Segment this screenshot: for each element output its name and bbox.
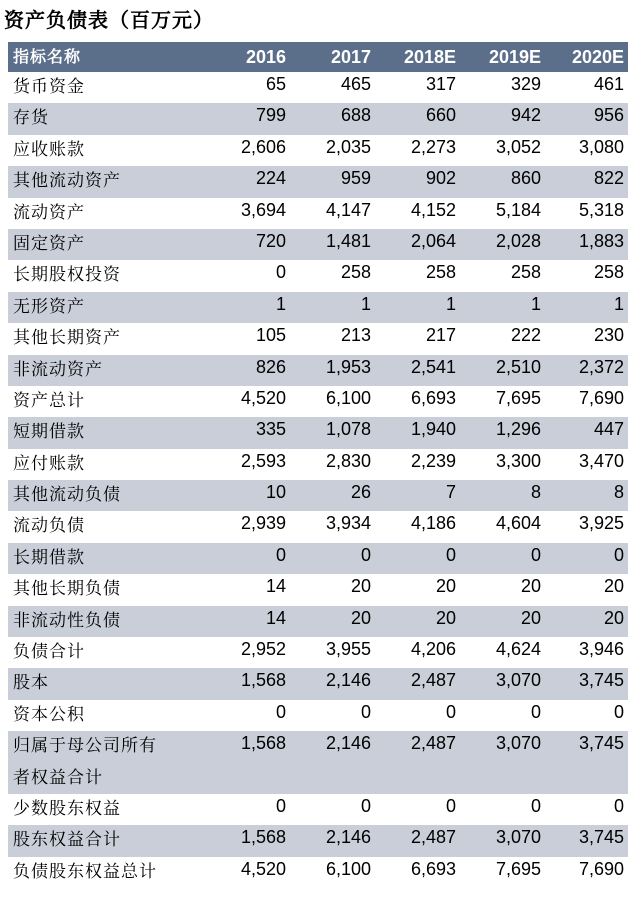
table-row xyxy=(8,637,628,668)
row-value: 942 xyxy=(510,105,541,126)
table-row xyxy=(8,355,628,386)
table-row xyxy=(8,417,628,448)
row-value: 0 xyxy=(530,544,541,565)
table-row xyxy=(8,292,628,323)
row-value: 7,690 xyxy=(578,858,624,879)
row-value: 222 xyxy=(510,325,541,346)
row-value: 20 xyxy=(603,576,624,597)
row-value: 4,604 xyxy=(495,513,541,534)
row-value: 688 xyxy=(340,105,371,126)
row-value: 3,934 xyxy=(325,513,371,534)
balance-sheet-table xyxy=(8,42,628,888)
row-value: 2,939 xyxy=(240,513,286,534)
row-value: 3,745 xyxy=(578,733,624,754)
table-row xyxy=(8,260,628,291)
row-value: 860 xyxy=(510,168,541,189)
row-label: 其他流动负债 xyxy=(13,485,121,506)
row-label: 存货 xyxy=(13,108,49,129)
row-value: 3,470 xyxy=(578,450,624,471)
row-label: 资本公积 xyxy=(13,704,85,725)
row-value: 1,883 xyxy=(578,230,624,251)
row-value: 7,695 xyxy=(495,858,541,879)
row-value: 7 xyxy=(445,482,456,503)
row-value: 258 xyxy=(593,262,624,283)
row-label: 短期借款 xyxy=(13,422,85,443)
row-value: 3,745 xyxy=(578,827,624,848)
row-value: 258 xyxy=(510,262,541,283)
row-value: 14 xyxy=(265,607,286,628)
row-value: 2,487 xyxy=(410,733,456,754)
row-value: 14 xyxy=(265,576,286,597)
row-value: 1 xyxy=(530,293,541,314)
row-value: 902 xyxy=(425,168,456,189)
row-value: 3,052 xyxy=(495,136,541,157)
row-value: 4,152 xyxy=(410,199,456,220)
table-row xyxy=(8,449,628,480)
row-label: 应付账款 xyxy=(13,453,85,474)
row-value: 2,035 xyxy=(325,136,371,157)
row-label: 非流动性负债 xyxy=(13,610,121,631)
table-row xyxy=(8,323,628,354)
row-value: 2,146 xyxy=(325,733,371,754)
row-value: 1,940 xyxy=(410,419,456,440)
row-value: 2,146 xyxy=(325,827,371,848)
row-value: 3,955 xyxy=(325,639,371,660)
row-value: 4,624 xyxy=(495,639,541,660)
row-value: 20 xyxy=(520,576,541,597)
row-value: 20 xyxy=(435,607,456,628)
row-value: 0 xyxy=(530,701,541,722)
table-row xyxy=(8,386,628,417)
row-label: 固定资产 xyxy=(13,233,85,254)
table-row xyxy=(8,731,628,794)
row-value: 1,953 xyxy=(325,356,371,377)
row-label: 长期股权投资 xyxy=(13,265,121,286)
row-value: 1,568 xyxy=(240,827,286,848)
table-title: 资产负债表（百万元） xyxy=(4,8,214,32)
row-value: 20 xyxy=(603,607,624,628)
row-value: 4,206 xyxy=(410,639,456,660)
row-label: 负债股东权益总计 xyxy=(13,861,157,882)
row-value: 10 xyxy=(265,482,286,503)
header-year: 2016 xyxy=(245,47,286,67)
header-year: 2018E xyxy=(403,47,456,67)
row-label: 股东权益合计 xyxy=(13,830,121,851)
row-label: 应收账款 xyxy=(13,139,85,160)
table-row xyxy=(8,166,628,197)
row-value: 2,487 xyxy=(410,670,456,691)
header-year: 2020E xyxy=(571,47,624,67)
row-value: 826 xyxy=(255,356,286,377)
row-value: 1,296 xyxy=(495,419,541,440)
row-value: 956 xyxy=(593,105,624,126)
table-row xyxy=(8,668,628,699)
row-value: 0 xyxy=(275,701,286,722)
table-body xyxy=(8,72,628,888)
row-value: 0 xyxy=(445,701,456,722)
row-value: 6,693 xyxy=(410,858,456,879)
row-value: 2,510 xyxy=(495,356,541,377)
row-label: 货币资金 xyxy=(13,77,85,97)
row-value: 20 xyxy=(350,607,371,628)
row-value: 6,100 xyxy=(325,858,371,879)
row-label: 股本 xyxy=(13,673,49,694)
table-row xyxy=(8,857,628,888)
row-value: 20 xyxy=(350,576,371,597)
row-value: 799 xyxy=(255,105,286,126)
row-value: 2,239 xyxy=(410,450,456,471)
row-value: 3,070 xyxy=(495,733,541,754)
row-value: 1,481 xyxy=(325,230,371,251)
row-value: 4,520 xyxy=(240,858,286,879)
row-value: 4,186 xyxy=(410,513,456,534)
table-row xyxy=(8,103,628,134)
row-value: 3,925 xyxy=(578,513,624,534)
row-value: 6,100 xyxy=(325,387,371,408)
header-label: 指标名称 xyxy=(13,47,82,67)
table-row xyxy=(8,825,628,856)
row-value: 1 xyxy=(360,293,371,314)
row-value: 0 xyxy=(613,701,624,722)
row-value: 3,080 xyxy=(578,136,624,157)
row-label: 负债合计 xyxy=(13,642,85,663)
table-row xyxy=(8,574,628,605)
row-value: 1,078 xyxy=(325,419,371,440)
table-row xyxy=(8,794,628,825)
row-value: 2,830 xyxy=(325,450,371,471)
row-value: 3,694 xyxy=(240,199,286,220)
row-value: 2,146 xyxy=(325,670,371,691)
row-value: 2,028 xyxy=(495,230,541,251)
row-value: 3,070 xyxy=(495,827,541,848)
table-row xyxy=(8,72,628,103)
row-label: 其他长期负债 xyxy=(13,579,121,600)
row-value: 4,520 xyxy=(240,387,286,408)
row-value: 3,070 xyxy=(495,670,541,691)
row-value: 2,487 xyxy=(410,827,456,848)
row-value: 2,372 xyxy=(578,356,624,377)
row-value: 7,690 xyxy=(578,387,624,408)
row-value: 0 xyxy=(360,544,371,565)
row-value: 3,300 xyxy=(495,450,541,471)
row-value: 8 xyxy=(530,482,541,503)
row-value: 20 xyxy=(520,607,541,628)
row-value: 329 xyxy=(510,74,541,94)
row-value: 6,693 xyxy=(410,387,456,408)
row-value: 3,946 xyxy=(578,639,624,660)
row-value: 258 xyxy=(425,262,456,283)
row-label: 流动资产 xyxy=(13,202,85,223)
row-value: 0 xyxy=(445,796,456,816)
row-value: 2,606 xyxy=(240,136,286,157)
row-value: 0 xyxy=(275,262,286,283)
table-row xyxy=(8,198,628,229)
row-value: 65 xyxy=(265,74,286,94)
table-row xyxy=(8,480,628,511)
row-label: 资产总计 xyxy=(13,390,85,411)
row-value: 0 xyxy=(275,544,286,565)
row-value: 1 xyxy=(275,293,286,314)
row-value: 230 xyxy=(593,325,624,346)
row-value: 335 xyxy=(255,419,286,440)
row-value: 217 xyxy=(425,325,456,346)
table-row xyxy=(8,135,628,166)
row-label: 长期借款 xyxy=(13,547,85,568)
header-year: 2019E xyxy=(488,47,541,67)
row-value: 7,695 xyxy=(495,387,541,408)
row-value: 1 xyxy=(445,293,456,314)
table-row xyxy=(8,700,628,731)
row-value: 0 xyxy=(275,796,286,816)
row-value: 20 xyxy=(435,576,456,597)
row-value: 0 xyxy=(613,544,624,565)
row-value: 2,064 xyxy=(410,230,456,251)
row-value: 3,745 xyxy=(578,670,624,691)
row-value: 1,568 xyxy=(240,733,286,754)
header-year: 2017 xyxy=(330,47,371,67)
table-row xyxy=(8,229,628,260)
row-value: 2,273 xyxy=(410,136,456,157)
table-header-row xyxy=(8,42,628,72)
row-value: 26 xyxy=(350,482,371,503)
row-value: 5,184 xyxy=(495,199,541,220)
row-label: 少数股东权益 xyxy=(13,799,121,819)
row-value: 8 xyxy=(613,482,624,503)
row-value: 4,147 xyxy=(325,199,371,220)
row-label: 非流动资产 xyxy=(13,359,103,380)
row-value: 465 xyxy=(340,74,371,94)
row-label: 无形资产 xyxy=(13,296,85,317)
row-value: 959 xyxy=(340,168,371,189)
row-value: 660 xyxy=(425,105,456,126)
row-value: 447 xyxy=(593,419,624,440)
row-value: 461 xyxy=(593,74,624,94)
table-row xyxy=(8,606,628,637)
row-value: 0 xyxy=(360,701,371,722)
row-label: 流动负债 xyxy=(13,516,85,537)
row-label: 其他流动资产 xyxy=(13,171,121,192)
row-value: 213 xyxy=(340,325,371,346)
row-value: 2,593 xyxy=(240,450,286,471)
row-value: 1,568 xyxy=(240,670,286,691)
table-row xyxy=(8,543,628,574)
row-value: 0 xyxy=(613,796,624,816)
row-value: 2,952 xyxy=(240,639,286,660)
row-value: 720 xyxy=(255,230,286,251)
row-value: 5,318 xyxy=(578,199,624,220)
row-value: 0 xyxy=(360,796,371,816)
row-value: 1 xyxy=(613,293,624,314)
row-value: 2,541 xyxy=(410,356,456,377)
row-value: 0 xyxy=(445,544,456,565)
row-value: 105 xyxy=(255,325,286,346)
row-value: 258 xyxy=(340,262,371,283)
row-value: 317 xyxy=(425,74,456,94)
row-value: 224 xyxy=(255,168,286,189)
table-row xyxy=(8,511,628,542)
row-label: 其他长期资产 xyxy=(13,328,121,349)
row-value: 0 xyxy=(530,796,541,816)
row-label: 归属于母公司所有 者权益合计 xyxy=(13,736,157,788)
row-value: 822 xyxy=(593,168,624,189)
